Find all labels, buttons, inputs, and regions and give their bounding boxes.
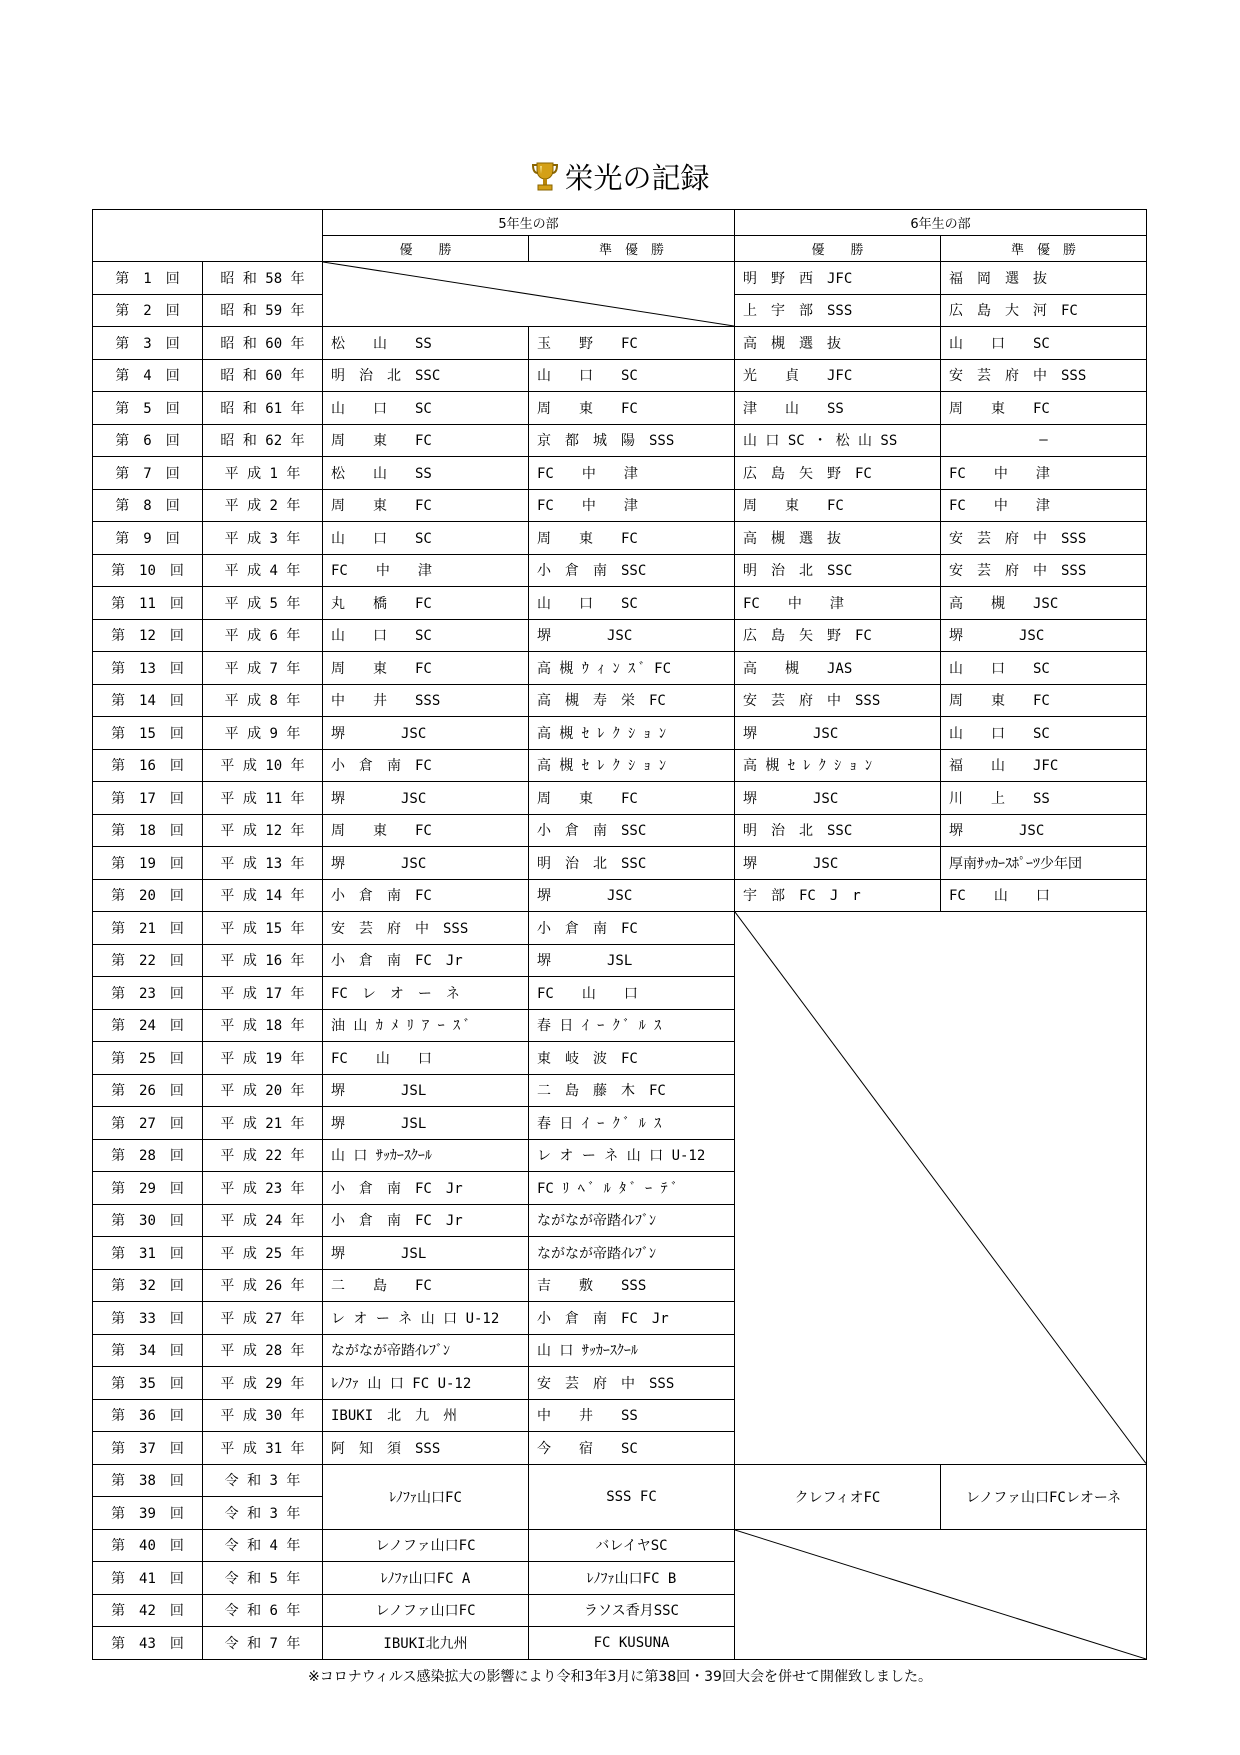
g6-winner: 明 治 北 SSC: [735, 554, 941, 587]
year: 平 成 22 年: [203, 1139, 323, 1172]
round-number: 第 24 回: [93, 1009, 203, 1042]
g6-winner: 宇 部 FC J r: [735, 879, 941, 912]
g6-runner-up: FC 中 津: [941, 457, 1147, 490]
g5-runner-up: 小 倉 南 SSC: [529, 814, 735, 847]
header-row-1: [93, 210, 1147, 236]
g5-winner: FC 山 口: [323, 1042, 529, 1075]
g5-runner-up: 明 治 北 SSC: [529, 847, 735, 880]
g5-winner: 堺 JSC: [323, 847, 529, 880]
g6-winner: FC 中 津: [735, 587, 941, 620]
round-number: 第 5 回: [93, 392, 203, 425]
year: 平 成 29 年: [203, 1367, 323, 1400]
year: 平 成 2 年: [203, 489, 323, 522]
g6-runner-up: 周 東 FC: [941, 392, 1147, 425]
footnote: ※コロナウィルス感染拡大の影響により令和3年3月に第38回・39回大会を併せて開催致しました。: [308, 1669, 932, 1685]
table-row: [93, 619, 1147, 652]
header-grade6: 6年生の部: [735, 210, 1147, 236]
table-row: [93, 912, 1147, 945]
g5-winner: FC 中 津: [323, 554, 529, 587]
round-number: 第 28 回: [93, 1139, 203, 1172]
g5-winner: ﾚﾉﾌｧ山口FC A: [323, 1562, 529, 1595]
round-number: 第 30 回: [93, 1204, 203, 1237]
header-blank: [93, 210, 323, 262]
round-number: 第 41 回: [93, 1562, 203, 1595]
round-number: 第 38 回: [93, 1464, 203, 1497]
diagonal-line: [323, 262, 734, 326]
g5-runner-up: 山 口 ｻｯｶｰｽｸｰﾙ: [529, 1334, 735, 1367]
year: 平 成 18 年: [203, 1009, 323, 1042]
g6-winner: 山 口 SC ・ 松 山 SS: [735, 424, 941, 457]
g6-runner-up: 厚南ｻｯｶｰｽﾎﾟｰﾂ少年団: [941, 847, 1147, 880]
year: 平 成 9 年: [203, 717, 323, 750]
trophy-icon: [530, 160, 560, 194]
table-row: [93, 879, 1147, 912]
year: 平 成 15 年: [203, 912, 323, 945]
g5-winner: 小 倉 南 FC Jr: [323, 1204, 529, 1237]
year: 平 成 3 年: [203, 522, 323, 555]
g5-winner: 小 倉 南 FC Jr: [323, 1172, 529, 1205]
g6-winner: 周 東 FC: [735, 489, 941, 522]
g6-winner: 高 槻 JAS: [735, 652, 941, 685]
g5-runner-up: 小 倉 南 SSC: [529, 554, 735, 587]
table-row: [93, 457, 1147, 490]
g5-runner-up: 小 倉 南 FC: [529, 912, 735, 945]
g6-winner: 堺 JSC: [735, 782, 941, 815]
g5-runner-up: 高 槻 ｳ ｨ ﾝ ｽ ﾞ FC: [529, 652, 735, 685]
year: 昭 和 58 年: [203, 262, 323, 295]
table-row: [93, 652, 1147, 685]
g5-runner-up: 京 都 城 陽 SSS: [529, 424, 735, 457]
g6-runner-up: 福 山 JFC: [941, 749, 1147, 782]
g6-runner-up: 山 口 SC: [941, 327, 1147, 360]
round-number: 第 42 回: [93, 1594, 203, 1627]
g6-runner-up: 周 東 FC: [941, 684, 1147, 717]
table-row: [93, 392, 1147, 425]
g5-winner: ﾚﾉﾌｧ山口FC: [323, 1464, 529, 1529]
g6-runner-up: —: [941, 424, 1147, 457]
diagonal-line: [735, 912, 1146, 1464]
year: 平 成 23 年: [203, 1172, 323, 1205]
round-number: 第 27 回: [93, 1107, 203, 1140]
round-number: 第 33 回: [93, 1302, 203, 1335]
header-g5-winner: 優 勝: [323, 236, 529, 262]
round-number: 第 36 回: [93, 1399, 203, 1432]
round-number: 第 12 回: [93, 619, 203, 652]
round-number: 第 34 回: [93, 1334, 203, 1367]
round-number: 第 16 回: [93, 749, 203, 782]
g5-runner-up: 今 宿 SC: [529, 1432, 735, 1465]
diagonal-line: [735, 1530, 1146, 1659]
table-row: [93, 359, 1147, 392]
table-row: [93, 489, 1147, 522]
header-g6-runner-up: 準 優 勝: [941, 236, 1147, 262]
page-title-text: 栄光の記録: [564, 161, 710, 195]
g5-winner: ながなが帝踏ｲﾚﾌﾞﾝ: [323, 1334, 529, 1367]
g5-winner: レ オ ー ネ 山 口 U-12: [323, 1302, 529, 1335]
g5-runner-up: FC 山 口: [529, 977, 735, 1010]
round-number: 第 2 回: [93, 294, 203, 327]
g5-winner: 山 口 SC: [323, 619, 529, 652]
g6-winner: 高 槻 選 抜: [735, 327, 941, 360]
g6-runner-up: 安 芸 府 中 SSS: [941, 554, 1147, 587]
round-number: 第 7 回: [93, 457, 203, 490]
g5-winner: 堺 JSC: [323, 717, 529, 750]
g6-runner-up: 福 岡 選 抜: [941, 262, 1147, 295]
round-number: 第 20 回: [93, 879, 203, 912]
g5-winner: 松 山 SS: [323, 457, 529, 490]
round-number: 第 29 回: [93, 1172, 203, 1205]
year: 昭 和 61 年: [203, 392, 323, 425]
table-row: [93, 782, 1147, 815]
g5-runner-up: 二 島 藤 木 FC: [529, 1074, 735, 1107]
year: 平 成 14 年: [203, 879, 323, 912]
g6-no-contest-late: [735, 1529, 1147, 1659]
g5-winner: レノファ山口FC: [323, 1529, 529, 1562]
g5-runner-up: FC 中 津: [529, 457, 735, 490]
year: 平 成 8 年: [203, 684, 323, 717]
round-number: 第 37 回: [93, 1432, 203, 1465]
g5-winner: 中 井 SSS: [323, 684, 529, 717]
table-row: [93, 424, 1147, 457]
year: 平 成 28 年: [203, 1334, 323, 1367]
g5-winner: 油 山 ｶ ﾒ ﾘ ｱ ｰ ｽ ﾞ: [323, 1009, 529, 1042]
year: 平 成 4 年: [203, 554, 323, 587]
table-row: [93, 327, 1147, 360]
round-number: 第 17 回: [93, 782, 203, 815]
round-number: 第 13 回: [93, 652, 203, 685]
year: 平 成 11 年: [203, 782, 323, 815]
header-g6-winner: 優 勝: [735, 236, 941, 262]
year: 平 成 10 年: [203, 749, 323, 782]
year: 平 成 27 年: [203, 1302, 323, 1335]
g5-runner-up: 高 槻 ｾ ﾚ ｸ ｼ ｮ ﾝ: [529, 717, 735, 750]
g6-runner-up: 広 島 大 河 FC: [941, 294, 1147, 327]
g6-winner: 堺 JSC: [735, 717, 941, 750]
round-number: 第 40 回: [93, 1529, 203, 1562]
g5-runner-up: 中 井 SS: [529, 1399, 735, 1432]
g5-winner: 山 口 SC: [323, 392, 529, 425]
g6-winner: 光 貞 JFC: [735, 359, 941, 392]
year: 平 成 20 年: [203, 1074, 323, 1107]
year: 平 成 31 年: [203, 1432, 323, 1465]
round-number: 第 39 回: [93, 1497, 203, 1530]
year: 昭 和 60 年: [203, 327, 323, 360]
g6-runner-up: 安 芸 府 中 SSS: [941, 522, 1147, 555]
round-number: 第 35 回: [93, 1367, 203, 1400]
g5-winner: FC レ オ ー ネ: [323, 977, 529, 1010]
g5-runner-up: 堺 JSL: [529, 944, 735, 977]
round-number: 第 43 回: [93, 1627, 203, 1660]
year: 平 成 7 年: [203, 652, 323, 685]
g5-runner-up: 周 東 FC: [529, 782, 735, 815]
g6-winner: 上 宇 部 SSS: [735, 294, 941, 327]
g5-winner: 小 倉 南 FC: [323, 879, 529, 912]
year: 令 和 4 年: [203, 1529, 323, 1562]
g5-runner-up: FC KUSUNA: [529, 1627, 735, 1660]
round-number: 第 14 回: [93, 684, 203, 717]
g5-runner-up: 小 倉 南 FC Jr: [529, 1302, 735, 1335]
g6-winner: 明 治 北 SSC: [735, 814, 941, 847]
g5-winner: IBUKI北九州: [323, 1627, 529, 1660]
year: 平 成 5 年: [203, 587, 323, 620]
table-row: [93, 522, 1147, 555]
g5-runner-up: 東 岐 波 FC: [529, 1042, 735, 1075]
year: 平 成 21 年: [203, 1107, 323, 1140]
g5-winner: ﾚﾉﾌｧ 山 口 FC U-12: [323, 1367, 529, 1400]
table-row: [93, 1464, 1147, 1497]
g6-winner: 津 山 SS: [735, 392, 941, 425]
round-number: 第 21 回: [93, 912, 203, 945]
round-number: 第 1 回: [93, 262, 203, 295]
title-block: [0, 156, 1240, 198]
year: 令 和 7 年: [203, 1627, 323, 1660]
g6-runner-up: 川 上 SS: [941, 782, 1147, 815]
year: 平 成 24 年: [203, 1204, 323, 1237]
g5-runner-up: 春 日 ｲ ｰ ｸ ﾞ ﾙ ｽ: [529, 1009, 735, 1042]
table-row: [93, 684, 1147, 717]
g5-winner: 丸 橋 FC: [323, 587, 529, 620]
year: 平 成 1 年: [203, 457, 323, 490]
g5-runner-up: 高 槻 寿 栄 FC: [529, 684, 735, 717]
year: 昭 和 62 年: [203, 424, 323, 457]
round-number: 第 26 回: [93, 1074, 203, 1107]
year: 令 和 5 年: [203, 1562, 323, 1595]
year: 平 成 30 年: [203, 1399, 323, 1432]
g5-winner: 小 倉 南 FC Jr: [323, 944, 529, 977]
g5-runner-up: 高 槻 ｾ ﾚ ｸ ｼ ｮ ﾝ: [529, 749, 735, 782]
g6-runner-up: 山 口 SC: [941, 652, 1147, 685]
g6-winner: 高 槻 ｾ ﾚ ｸ ｼ ｮ ﾝ: [735, 749, 941, 782]
g6-runner-up: 山 口 SC: [941, 717, 1147, 750]
round-number: 第 3 回: [93, 327, 203, 360]
g6-winner: 高 槻 選 抜: [735, 522, 941, 555]
g5-runner-up: ながなが帝踏ｲﾚﾌﾞﾝ: [529, 1204, 735, 1237]
g5-winner: 松 山 SS: [323, 327, 529, 360]
round-number: 第 18 回: [93, 814, 203, 847]
g5-runner-up: 周 東 FC: [529, 522, 735, 555]
year: 平 成 12 年: [203, 814, 323, 847]
g5-runner-up: FC ﾘ ﾍ ﾞ ﾙ ﾀ ﾞ ｰ ﾃ ﾞ: [529, 1172, 735, 1205]
g5-runner-up: ラソス香月SSC: [529, 1594, 735, 1627]
table-row: [93, 1529, 1147, 1562]
year: 平 成 6 年: [203, 619, 323, 652]
round-number: 第 9 回: [93, 522, 203, 555]
g6-runner-up: 堺 JSC: [941, 814, 1147, 847]
header-g5-runner-up: 準 優 勝: [529, 236, 735, 262]
year: 平 成 16 年: [203, 944, 323, 977]
year: 令 和 3 年: [203, 1497, 323, 1530]
header-grade5: 5年生の部: [323, 210, 735, 236]
g5-winner: 周 東 FC: [323, 489, 529, 522]
g5-winner: IBUKI 北 九 州: [323, 1399, 529, 1432]
year: 令 和 6 年: [203, 1594, 323, 1627]
g6-runner-up: 安 芸 府 中 SSS: [941, 359, 1147, 392]
g5-runner-up: FC 中 津: [529, 489, 735, 522]
table-row: [93, 587, 1147, 620]
table-row: [93, 262, 1147, 295]
g5-runner-up: 山 口 SC: [529, 359, 735, 392]
g5-winner: 周 東 FC: [323, 652, 529, 685]
g6-winner: 堺 JSC: [735, 847, 941, 880]
round-number: 第 4 回: [93, 359, 203, 392]
g6-runner-up: レノファ山口FCレオーネ: [941, 1464, 1147, 1529]
round-number: 第 32 回: [93, 1269, 203, 1302]
g6-winner: 安 芸 府 中 SSS: [735, 684, 941, 717]
year: 昭 和 59 年: [203, 294, 323, 327]
g5-runner-up: SSS FC: [529, 1464, 735, 1529]
table-row: [93, 717, 1147, 750]
round-number: 第 6 回: [93, 424, 203, 457]
year: 平 成 26 年: [203, 1269, 323, 1302]
g5-runner-up: 周 東 FC: [529, 392, 735, 425]
g5-winner: 堺 JSL: [323, 1107, 529, 1140]
round-number: 第 19 回: [93, 847, 203, 880]
g5-winner: 堺 JSL: [323, 1074, 529, 1107]
year: 平 成 17 年: [203, 977, 323, 1010]
table-row: [93, 749, 1147, 782]
g5-runner-up: 玉 野 FC: [529, 327, 735, 360]
g6-winner: 明 野 西 JFC: [735, 262, 941, 295]
g6-runner-up: 高 槻 JSC: [941, 587, 1147, 620]
g5-winner: 阿 知 須 SSS: [323, 1432, 529, 1465]
g5-runner-up: 春 日 ｲ ｰ ｸ ﾞ ﾙ ｽ: [529, 1107, 735, 1140]
round-number: 第 8 回: [93, 489, 203, 522]
g6-runner-up: FC 中 津: [941, 489, 1147, 522]
g5-runner-up: 山 口 SC: [529, 587, 735, 620]
round-number: 第 11 回: [93, 587, 203, 620]
g5-winner: 堺 JSC: [323, 782, 529, 815]
g5-runner-up: 堺 JSC: [529, 619, 735, 652]
round-number: 第 23 回: [93, 977, 203, 1010]
g5-winner: 山 口 SC: [323, 522, 529, 555]
g5-winner: 安 芸 府 中 SSS: [323, 912, 529, 945]
records-table: [92, 209, 1147, 1660]
g5-runner-up: レ オ ー ネ 山 口 U-12: [529, 1139, 735, 1172]
g6-winner: 広 島 矢 野 FC: [735, 619, 941, 652]
g5-winner: 明 治 北 SSC: [323, 359, 529, 392]
g5-runner-up: 吉 敷 SSS: [529, 1269, 735, 1302]
g6-runner-up: FC 山 口: [941, 879, 1147, 912]
table-row: [93, 554, 1147, 587]
year: 令 和 3 年: [203, 1464, 323, 1497]
g5-winner: 小 倉 南 FC: [323, 749, 529, 782]
page-title: [530, 156, 709, 197]
year: 平 成 13 年: [203, 847, 323, 880]
g5-runner-up: ﾚﾉﾌｧ山口FC B: [529, 1562, 735, 1595]
g6-no-contest: [735, 912, 1147, 1465]
g5-winner: 周 東 FC: [323, 814, 529, 847]
round-number: 第 10 回: [93, 554, 203, 587]
g6-winner: 広 島 矢 野 FC: [735, 457, 941, 490]
g5-winner: 堺 JSL: [323, 1237, 529, 1270]
g5-winner: レノファ山口FC: [323, 1594, 529, 1627]
table-row: [93, 847, 1147, 880]
g5-runner-up: 安 芸 府 中 SSS: [529, 1367, 735, 1400]
year: 平 成 25 年: [203, 1237, 323, 1270]
round-number: 第 15 回: [93, 717, 203, 750]
round-number: 第 22 回: [93, 944, 203, 977]
g5-winner: 二 島 FC: [323, 1269, 529, 1302]
g6-runner-up: 堺 JSC: [941, 619, 1147, 652]
round-number: 第 25 回: [93, 1042, 203, 1075]
g5-runner-up: 堺 JSC: [529, 879, 735, 912]
g5-winner: 山 口 ｻｯｶｰｽｸｰﾙ: [323, 1139, 529, 1172]
g5-runner-up: ながなが帝踏ｲﾚﾌﾞﾝ: [529, 1237, 735, 1270]
g5-no-contest: [323, 262, 735, 327]
g5-runner-up: バレイヤSC: [529, 1529, 735, 1562]
year: 昭 和 60 年: [203, 359, 323, 392]
table-row: [93, 814, 1147, 847]
round-number: 第 31 回: [93, 1237, 203, 1270]
g6-winner: クレフィオFC: [735, 1464, 941, 1529]
year: 平 成 19 年: [203, 1042, 323, 1075]
g5-winner: 周 東 FC: [323, 424, 529, 457]
